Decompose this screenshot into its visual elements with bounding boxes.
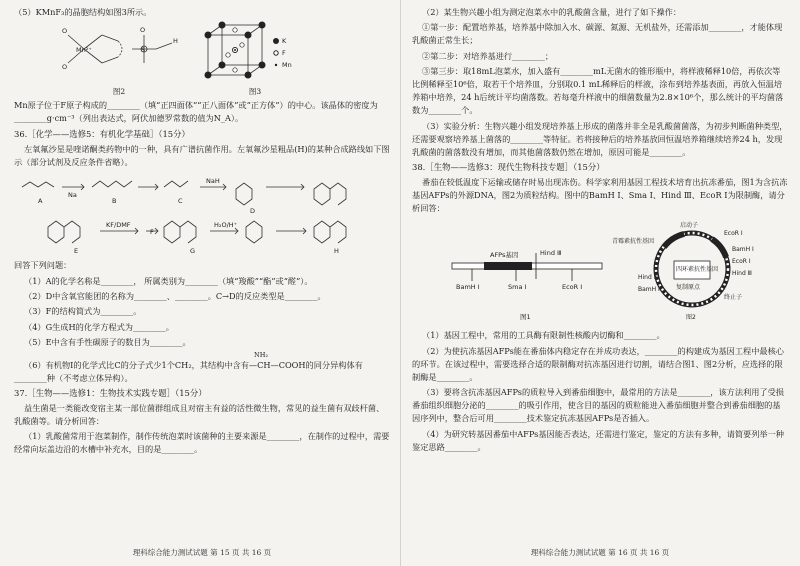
q35-mn-question: Mn原子位于F原子构成的________（填“正四面体”“正八面体”或“正方体”）的中心。该晶体的密度为________g·cm⁻³（列出表达式，阿伏加德罗常数的值为N_A）。 [14, 100, 378, 124]
q37-part2-intro: （2）某生物兴趣小组为测定泡菜水中的乳酸菌含量，进行了如下操作： [422, 7, 682, 17]
fig3-legend-mn: Mn [282, 61, 292, 70]
q35-part5-title: （5）KMnF₃的晶胞结构如图3所示。 [14, 7, 152, 17]
q37-part1: （1）乳酸菌常用于泡菜制作，制作传统泡菜时该菌种的主要来源是________，在制作的过程中，需要经常向坛盖边沿的水槽中补充水，目的是________。 [14, 431, 390, 455]
fig1-site-ecor1: EcoR Ⅰ [562, 283, 583, 292]
q37-title: 37.［生物——选修1：生物技术实践专题］（15分） [14, 387, 207, 398]
reagent-kf-dmf: KF/DMF [106, 221, 131, 230]
fig2-replication-origin: 复制原点 [676, 284, 701, 292]
reagent-na: Na [68, 191, 77, 200]
q37-step2: ②第二步：对培养基进行________； [422, 50, 554, 61]
fig2-terminator: 终止子 [724, 294, 743, 302]
fig1-site-sma1: Sma Ⅰ [508, 283, 527, 292]
fig2-atom-mn: Mn²⁺ [76, 46, 92, 55]
reagent-nah: NaH [206, 177, 220, 186]
q36-part1: （1）A的化学名称是________， 所属类别为________（填“羧酸”“酯”或“醛”）。 [24, 275, 313, 286]
compound-label-e: E [74, 247, 79, 256]
q37-step1: ①第一步：配置培养基，培养基中除加入水、碳源、氮源、无机盐外，还需添加________，才能体现乳酸菌正常生长； [412, 22, 783, 46]
q37-intro: 益生菌是一类能改变宿主某一部位菌群组成且对宿主有益的活性微生物，常见的益生菌有双歧杆菌、乳酸菌等。请分析回答： [14, 402, 385, 426]
left-page [14, 6, 390, 562]
q36-part4: （4）G生成H的化学方程式为________。 [24, 321, 174, 332]
compound-label-d: D [250, 207, 256, 216]
fig2-site-ecor1-top: EcoR Ⅰ [724, 230, 743, 238]
compound-label-h: H [334, 247, 339, 256]
fig2-site-ecor1-right: EcoR Ⅰ [732, 258, 751, 266]
fig3 [200, 21, 310, 97]
fig3-legend-k: K [282, 37, 287, 46]
fig2 [54, 21, 184, 97]
left-footer: 理科综合能力测试试题 第 15 页 共 16 页 [132, 548, 272, 557]
fig2-promoter: 启动子 [680, 222, 699, 230]
q36-part3: （3）F的结构简式为________。 [24, 306, 142, 317]
q36-title: 36.［化学——选修5：有机化学基础］（15分） [14, 128, 190, 139]
q37-step3: ③第三步：取18mL泡菜水，加入盛有________mL无菌水的锥形瓶中，将样液稀释10倍，再依次等比例稀释至10⁶倍，取若干个培养皿，分别取0.1 mL稀释后的样液，涂布到培养基表面，再放入恒温培养箱中培养，24 h后统计平均菌落数。若每毫升样液中的细菌数量为2.8×10⁶个，那么统计的平均菌落数为________个。 [412, 66, 784, 116]
q38-part3: （3）要将含抗冻基因AFPs的质粒导入到番茄细胞中，最常用的方法是________，该方法利用了受损番茄组织细胞分泌的________的吸引作用，使含目的基因的质粒能进入番茄细胞并整合到番茄细胞的基因序列中，整合后可用________技术鉴定抗冻基因AFPs是否插入。 [412, 387, 784, 424]
fig2-complex-structure [54, 21, 184, 83]
fig3-unit-cell [200, 21, 310, 83]
compound-label-g: G [190, 247, 196, 256]
fig3-caption: 图3 [248, 87, 262, 97]
q36-intro: 左氧氟沙星是喹诺酮类药物中的一种，具有广谱抗菌作用。左氧氟沙星粗品(H)的某种合成路线如下图示（部分试剂及反应条件省略）。 [14, 143, 390, 167]
fig1-gene-label: AFPs基因 [490, 251, 519, 260]
fig2-tetracycline-resistance: 四环素抗性基因 [676, 266, 719, 274]
right-page [412, 6, 788, 562]
compound-label-f: F [150, 228, 154, 237]
fig2-caption: 图2 [112, 87, 126, 97]
fig2-site-hind3-left: Hind Ⅲ [638, 274, 658, 282]
q38-figures [412, 217, 788, 325]
q35-figures [54, 21, 390, 97]
fig2-plasmid [612, 221, 754, 321]
fig2-atom-s: S [141, 46, 146, 55]
q38-part1: （1）基因工程中，常用的工具酶有限制性核酸内切酶和________。 [422, 330, 665, 341]
fig1-foreign-dna [452, 249, 602, 321]
q37-part3: （3）实验分析：生物兴趣小组发现培养基上形成的菌落并非全是乳酸菌菌落，为初步判断菌种类型，还需要观察培养基上菌落的________等特征。若将接种后的培养基放回恒温培养箱继续培养24 h，发现乳酸菌的菌落数没有增加，而其他菌落数仍然在增加，原因可能是________。 [412, 120, 788, 157]
q38-part4: （4）为研究转基因番茄中AFPs基因能否表达，还需进行鉴定，鉴定的方法有多种，请简要列举一种鉴定思路________。 [412, 428, 784, 452]
fig2-site-bamh1-left: BamH Ⅰ [638, 286, 660, 294]
fig2-site-hind3-right: Hind Ⅲ [732, 270, 752, 278]
q36-part2: （2）D中含氧官能团的名称为________、________。C→D的反应类型是________。 [24, 290, 326, 301]
q38-part2: （2）为使抗冻基因AFPs能在番茄体内稳定存在并成功表达，________的构建成为基因工程中最核心的环节。在该过程中，需要选择合适的限制酶对抗冻基因进行切割，请结合图1、图2分析，应选择的限制酶是________。 [412, 345, 784, 382]
q36-part6: （6）有机物I的化学式比C的分子式少1个CH₂，其结构中含有—CH—COOH的同分异构体有________种（不考虑立体异构）。 [14, 359, 363, 383]
q36-part5: （5）E中含有手性碳原子的数目为________。 [24, 337, 191, 348]
compound-label-b: B [112, 197, 117, 206]
compound-label-a: A [38, 197, 43, 206]
fig1-caption: 图1 [520, 313, 531, 322]
fig1-site-hind3: Hind Ⅲ [540, 249, 562, 258]
fig2-atom-o: O [140, 26, 146, 35]
q38-title: 38.［生物——选修3：现代生物科技专题］（15分） [412, 161, 605, 172]
fig2-penicillin-resistance: 青霉素抗性基因 [612, 238, 655, 246]
page-divider [400, 0, 401, 566]
fig2-atom-o: O [62, 27, 68, 36]
answer-prompt: 回答下列问题： [14, 260, 72, 271]
fig2-caption: 图2 [686, 314, 696, 322]
q38-intro: 番茄在较低温度下运输或储存时易出现冻伤。科学家利用基因工程技术培育出抗冻番茄，图1为含抗冻基因AFPs的外源DNA，图2为质粒结构。图中的BamH Ⅰ、Sma Ⅰ、Hind Ⅲ、EcoR Ⅰ为限制酶，请分析回答： [412, 176, 788, 213]
fig2-site-bamh1-top: BamH Ⅰ [732, 246, 754, 254]
fig2-atom-h: H [173, 37, 178, 46]
compound-label-c: C [178, 197, 183, 206]
nh2-label: NH₂ [254, 350, 268, 359]
reagent-h2o: H₂O/H⁺ [214, 221, 238, 230]
fig3-legend-f: F [282, 49, 286, 58]
right-footer: 理科综合能力测试试题 第 16 页 共 16 页 [530, 548, 670, 557]
synthesis-scheme [14, 171, 390, 255]
fig2-atom-o: O [62, 63, 68, 72]
fig1-site-bamh1: BamH Ⅰ [456, 283, 480, 292]
